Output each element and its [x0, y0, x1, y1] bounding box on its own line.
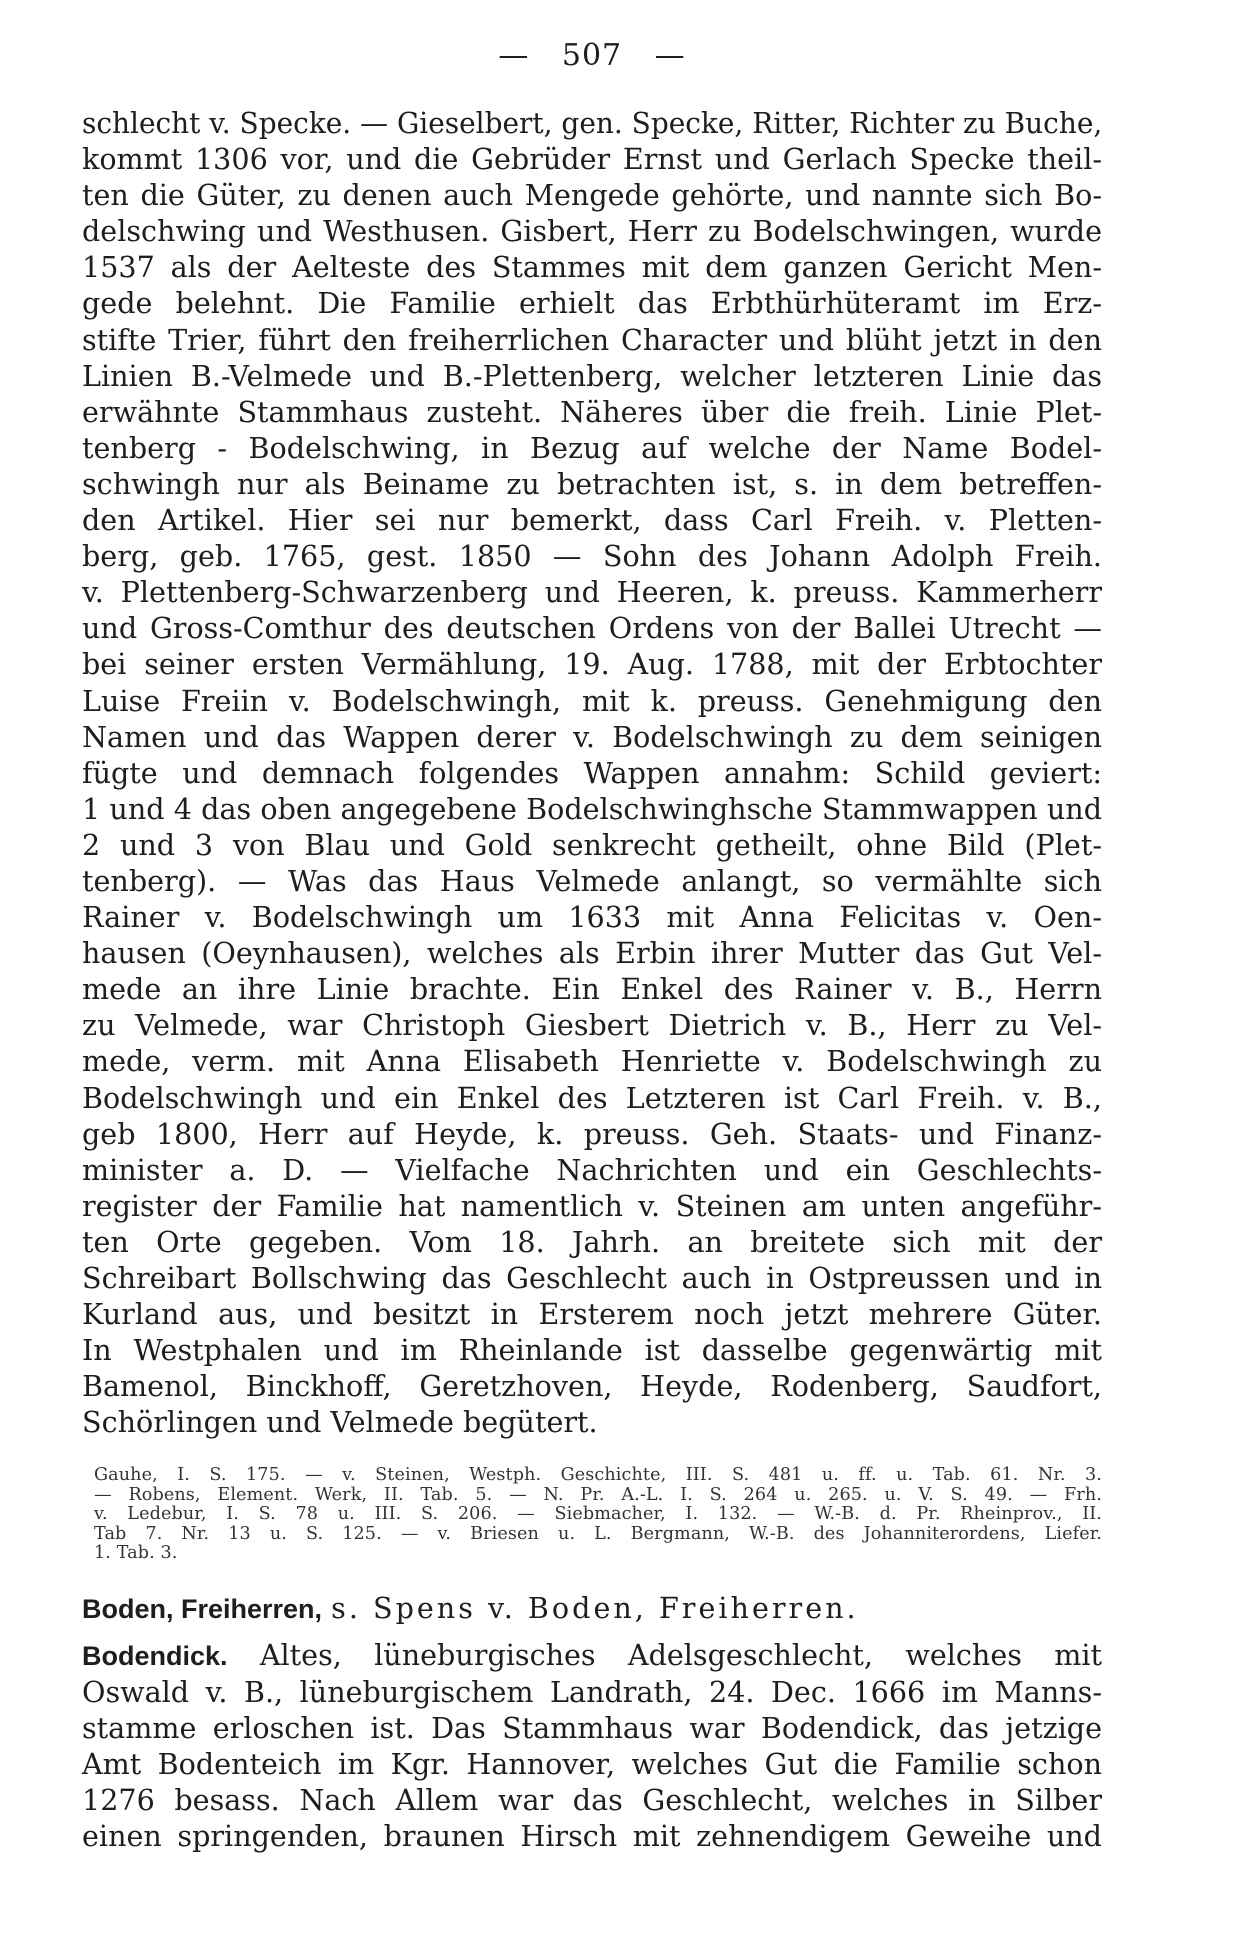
text-line: Rainer v. Bodelschwingh um 1633 mit Anna Felicitas v. Oen-	[82, 900, 1102, 935]
references-block	[82, 1466, 1102, 1563]
reference-line: v. Ledebur, I. S. 78 u. III. S. 206. — Siebmacher, I. 132. — W.-B. d. Pr. Rheinprov., II.	[94, 1504, 1102, 1525]
text-line: delschwing und Westhusen. Gisbert, Herr zu Bodelschwingen, wurde	[82, 214, 1102, 249]
text-line: schwingh nur als Beiname zu betrachten ist, s. in dem betreffen-	[82, 466, 1102, 501]
text-line: stifte Trier, führt den freiherrlichen Character und blüht jetzt in den	[82, 322, 1102, 357]
text-line: register der Familie hat namentlich v. Steinen am unten angeführ-	[82, 1188, 1102, 1223]
page-number-dash-left: —	[498, 38, 530, 73]
text-line: ten die Güter, zu denen auch Mengede gehörte, und nannte sich Bo-	[82, 178, 1102, 213]
entry-heading: Boden, Freiherren,	[82, 1593, 323, 1624]
text-line: erwähnte Stammhaus zusteht. Näheres über die freih. Linie Plet-	[82, 394, 1102, 429]
text-line: tenberg). — Was das Haus Velmede anlangt, so vermählte sich	[82, 863, 1102, 898]
text-line: Luise Freiin v. Bodelschwingh, mit k. preuss. Genehmigung den	[82, 683, 1102, 718]
text-line: Namen und das Wappen derer v. Bodelschwingh zu dem seinigen	[82, 719, 1102, 754]
text-line: Kurland aus, und besitzt in Ersterem noch jetzt mehrere Güter.	[82, 1297, 1102, 1332]
entry-heading: Bodendick.	[82, 1640, 228, 1671]
text-line: hausen (Oeynhausen), welches als Erbin ihrer Mutter das Gut Vel-	[82, 936, 1102, 971]
entry-boden	[82, 1590, 1102, 1627]
text-line: mede, verm. mit Anna Elisabeth Henriette v. Bodelschwingh zu	[82, 1044, 1102, 1079]
text-line: v. Plettenberg-Schwarzenberg und Heeren, k. preuss. Kammerherr	[82, 575, 1102, 610]
reference-line: 1. Tab. 3.	[94, 1543, 178, 1564]
text-line: gede belehnt. Die Familie erhielt das Erbthürhüteramt im Erz-	[82, 286, 1102, 321]
text-line: Schörlingen und Velmede begütert.	[82, 1405, 598, 1440]
text-line: 2 und 3 von Blau und Gold senkrecht getheilt, ohne Bild (Plet-	[82, 827, 1102, 862]
page-number-dash-right: —	[654, 38, 686, 73]
text-line: In Westphalen und im Rheinlande ist dasselbe gegenwärtig mit	[82, 1333, 1102, 1368]
text-line: den Artikel. Hier sei nur bemerkt, dass Carl Freih. v. Pletten-	[82, 503, 1102, 538]
text-line: 1537 als der Aelteste des Stammes mit dem ganzen Gericht Men-	[82, 250, 1102, 285]
text-line: Schreibart Bollschwing das Geschlecht auch in Ostpreussen und in	[82, 1261, 1102, 1295]
text-line: fügte und demnach folgendes Wappen annahm: Schild geviert:	[82, 755, 1102, 790]
text-line: Amt Bodenteich im Kgr. Hannover, welches Gut die Familie schon	[82, 1746, 1102, 1781]
text-line: mede an ihre Linie brachte. Ein Enkel des Rainer v. B., Herrn	[82, 972, 1102, 1007]
page-number-header	[82, 38, 1102, 73]
entry-bodendick	[82, 1637, 1102, 1855]
text-line: minister a. D. — Vielfache Nachrichten und ein Geschlechts-	[82, 1152, 1102, 1187]
entry-text: s. Spens v. Boden, Freiherren.	[331, 1590, 859, 1625]
text-line: schlecht v. Specke. — Gieselbert, gen. Specke, Ritter, Richter zu Buche,	[82, 106, 1103, 140]
reference-line: — Robens, Element. Werk, II. Tab. 5. — N. Pr. A.-L. I. S. 264 u. 265. u. V. S. 49. — Frh.	[94, 1484, 1102, 1505]
text-line: einen springenden, braunen Hirsch mit zehnendigem Geweihe und	[82, 1819, 1102, 1854]
text-line: zu Velmede, war Christoph Giesbert Dietrich v. B., Herr zu Vel-	[82, 1008, 1102, 1043]
document-page	[82, 38, 1102, 1854]
text-line	[82, 1590, 1102, 1627]
text-line: kommt 1306 vor, und die Gebrüder Ernst und Gerlach Specke theil-	[82, 142, 1102, 177]
text-line: und Gross-Comthur des deutschen Ordens von der Ballei Utrecht —	[82, 611, 1102, 646]
main-paragraph	[82, 105, 1102, 1440]
reference-line: Gauhe, I. S. 175. — v. Steinen, Westph. Geschichte, III. S. 481 u. ff. u. Tab. 61. Nr. 3.	[94, 1465, 1102, 1486]
text-line: geb 1800, Herr auf Heyde, k. preuss. Geh. Staats- und Finanz-	[82, 1116, 1102, 1151]
page-number: 507	[561, 38, 623, 73]
text-line: Bodelschwingh und ein Enkel des Letzteren ist Carl Freih. v. B.,	[82, 1080, 1102, 1115]
text-line: 1 und 4 das oben angegebene Bodelschwinghsche Stammwappen und	[82, 791, 1102, 826]
text-line: bei seiner ersten Vermählung, 19. Aug. 1788, mit der Erbtochter	[82, 647, 1102, 682]
reference-line: Tab 7. Nr. 13 u. S. 125. — v. Briesen u. L. Bergmann, W.-B. des Johanniterordens, Liefer.	[94, 1523, 1102, 1544]
text-line: ten Orte gegeben. Vom 18. Jahrh. an breitete sich mit der	[82, 1224, 1102, 1259]
text-line	[82, 1637, 1102, 1674]
text-line: Oswald v. B., lüneburgischem Landrath, 24. Dec. 1666 im Manns-	[82, 1674, 1102, 1709]
text-line: tenberg - Bodelschwing, in Bezug auf welche der Name Bodel-	[82, 430, 1102, 465]
entry-text: Altes, lüneburgisches Adelsgeschlecht, welches mit	[259, 1637, 1102, 1672]
text-line: 1276 besass. Nach Allem war das Geschlecht, welches in Silber	[82, 1782, 1102, 1817]
text-line: berg, geb. 1765, gest. 1850 — Sohn des Johann Adolph Freih.	[82, 539, 1102, 574]
text-line: Bamenol, Binckhoff, Geretzhoven, Heyde, Rodenberg, Saudfort,	[82, 1369, 1102, 1404]
text-line: stamme erloschen ist. Das Stammhaus war Bodendick, das jetzige	[82, 1710, 1102, 1745]
text-line: Linien B.-Velmede und B.-Plettenberg, welcher letzteren Linie das	[82, 358, 1102, 393]
